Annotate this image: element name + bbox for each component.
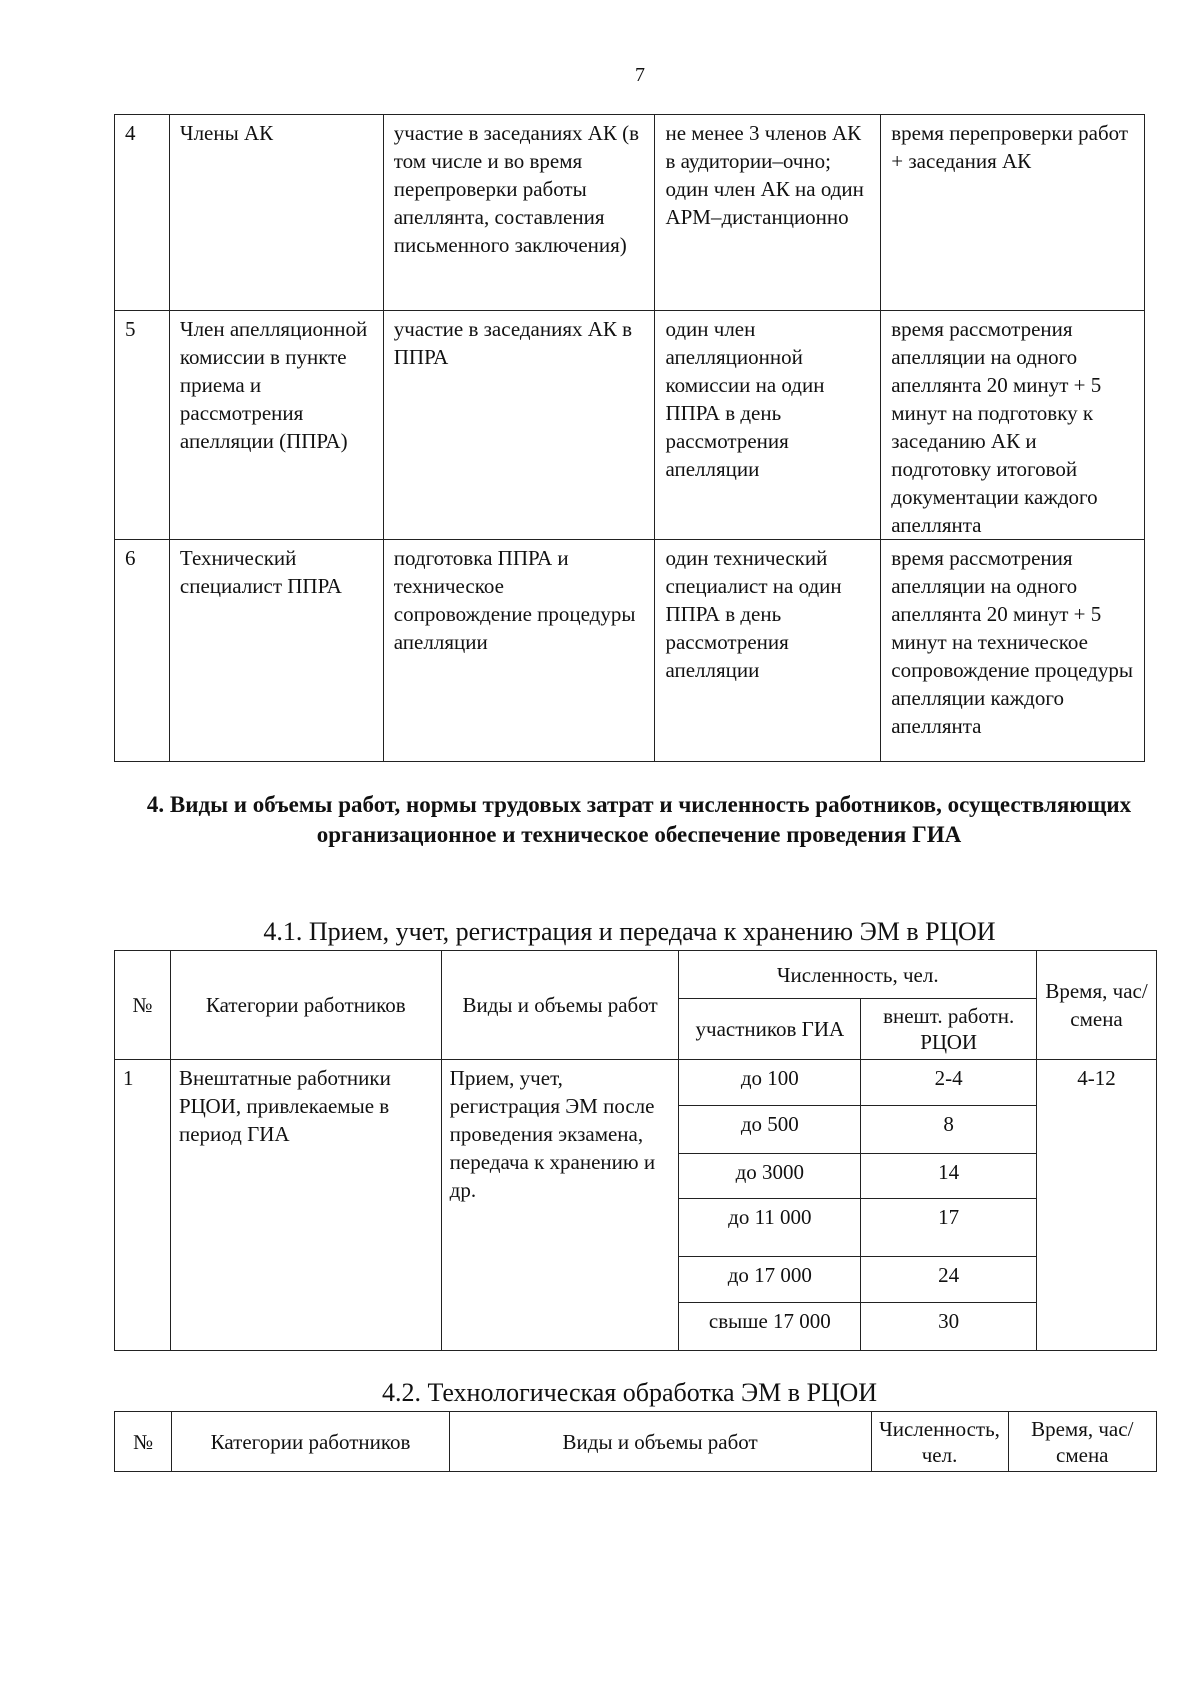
header-category: Категории работников: [172, 1412, 449, 1472]
worker-category: Внештатные работники РЦОИ, привлекаемые в период ГИА: [170, 1060, 441, 1351]
table-header-row: [115, 951, 1157, 999]
header-work: Виды и объемы работ: [449, 1412, 871, 1472]
participants-range: до 3000: [679, 1154, 861, 1199]
row-number: 6: [115, 540, 170, 762]
table-header-row: [115, 1412, 1157, 1472]
table-row: [115, 540, 1145, 762]
header-work: Виды и объемы работ: [441, 951, 679, 1060]
section-heading: 4. Виды и объемы работ, нормы трудовых затрат и численность работников, осуществляющих организационное и техническое обеспечение проведения ГИА: [146, 792, 1132, 847]
table-row: [115, 1060, 1157, 1106]
subsection-title-4-2: 4.2. Технологическая обработка ЭМ в РЦОИ: [381, 1378, 878, 1407]
header-num: №: [115, 1412, 172, 1472]
em-processing-table: [114, 1411, 1157, 1472]
time-norm: время рассмотрения апелляции на одного апеллянта 20 минут + 5 минут на подготовку к заседанию АК и подготовку итоговой документации каждого апеллянта: [881, 311, 1145, 540]
row-number: 5: [115, 311, 170, 540]
header-time: Время, час/смена: [1037, 951, 1157, 1060]
worker-category: Член апелляционной комиссии в пункте приема и рассмотрения апелляции (ППРА): [169, 311, 383, 540]
appeals-staff-table: [114, 114, 1145, 762]
participants-range: до 17 000: [679, 1257, 861, 1303]
header-num: №: [115, 951, 171, 1060]
header-participants: участников ГИА: [679, 999, 861, 1060]
em-reception-table: [114, 950, 1157, 1351]
participants-range: свыше 17 000: [679, 1303, 861, 1351]
header-count: Численность, чел.: [871, 1412, 1008, 1472]
participants-range: до 11 000: [679, 1199, 861, 1257]
row-number: 1: [115, 1060, 171, 1351]
time-norm: время рассмотрения апелляции на одного апеллянта 20 минут + 5 минут на техническое сопровождение процедуры апелляции каждого апеллянта: [881, 540, 1145, 762]
work-description: участие в заседаниях АК (в том числе и во время перепроверки работы апеллянта, составления письменного заключения): [383, 115, 655, 311]
staff-count: 17: [861, 1199, 1037, 1257]
staff-count: 30: [861, 1303, 1037, 1351]
header-staff: внешт. работн. РЦОИ: [861, 999, 1037, 1060]
staff-count: 14: [861, 1154, 1037, 1199]
table-row: [115, 311, 1145, 540]
work-description: участие в заседаниях АК в ППРА: [383, 311, 655, 540]
time-norm: 4-12: [1037, 1060, 1157, 1351]
work-description: Прием, учет, регистрация ЭМ после проведения экзамена, передача к хранению и др.: [441, 1060, 679, 1351]
subsection-title-4-1: 4.1. Прием, учет, регистрация и передача к хранению ЭМ в РЦОИ: [263, 917, 996, 946]
page-number: 7: [635, 64, 645, 86]
worker-category: Члены АК: [169, 115, 383, 311]
header-time: Время, час/смена: [1008, 1412, 1156, 1472]
participants-range: до 500: [679, 1106, 861, 1154]
staff-count: один член апелляционной комиссии на один ППРА в день рассмотрения апелляции: [655, 311, 881, 540]
time-norm: время перепроверки работ + заседания АК: [881, 115, 1145, 311]
staff-count: 8: [861, 1106, 1037, 1154]
work-description: подготовка ППРА и техническое сопровождение процедуры апелляции: [383, 540, 655, 762]
worker-category: Технический специалист ППРА: [169, 540, 383, 762]
participants-range: до 100: [679, 1060, 861, 1106]
staff-count: не менее 3 членов АК в аудитории–очно; один член АК на один АРМ–дистанционно: [655, 115, 881, 311]
staff-count: один технический специалист на один ППРА в день рассмотрения апелляции: [655, 540, 881, 762]
staff-count: 2-4: [861, 1060, 1037, 1106]
staff-count: 24: [861, 1257, 1037, 1303]
header-category: Категории работников: [170, 951, 441, 1060]
table-row: [115, 115, 1145, 311]
header-count: Численность, чел.: [679, 951, 1037, 999]
row-number: 4: [115, 115, 170, 311]
